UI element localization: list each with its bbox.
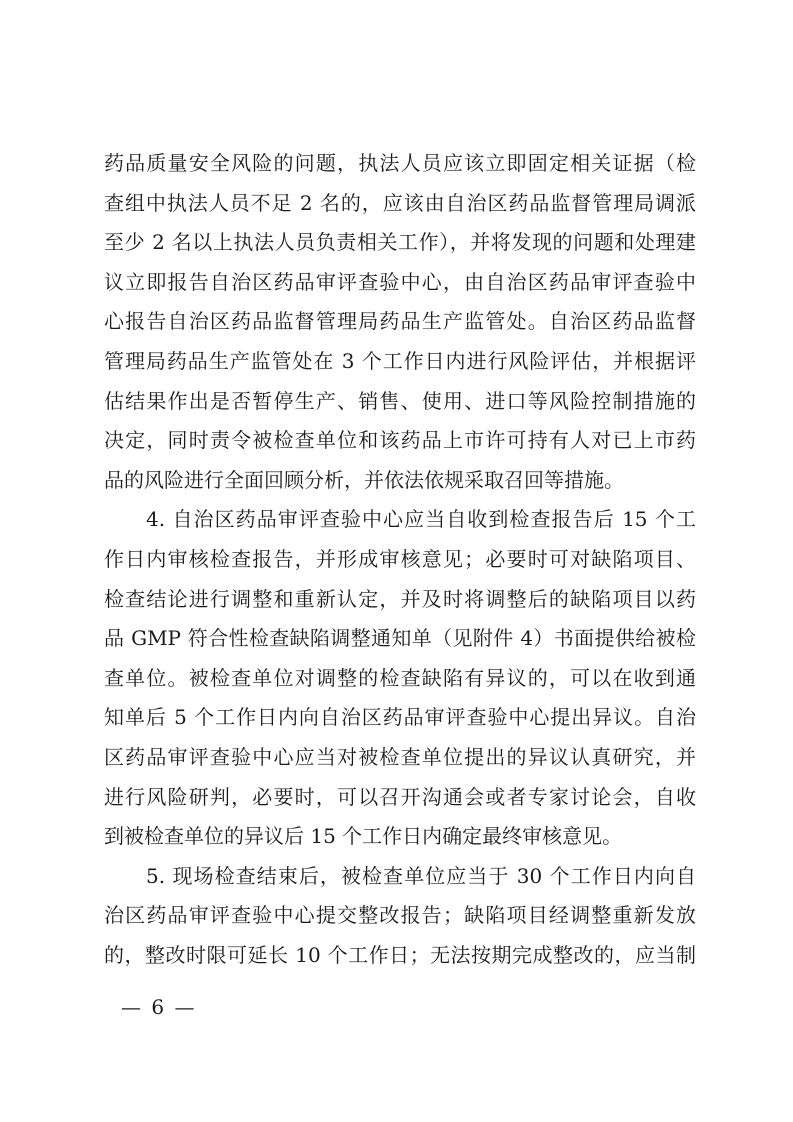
text-line: 查组中执法人员不足 2 名的，应该由自治区药品监督管理局调派 <box>104 190 696 215</box>
paragraph-1 <box>104 144 696 500</box>
paragraph-3 <box>104 857 696 976</box>
text-line: 查单位。被检查单位对调整的检查缺陷有异议的，可以在收到通 <box>104 665 696 690</box>
text-line: 管理局药品生产监管处在 3 个工作日内进行风险评估，并根据评 <box>104 348 696 373</box>
text-line: 至少 2 名以上执法人员负责相关工作），并将发现的问题和处理建 <box>104 230 696 255</box>
text-line: 药品质量安全风险的问题，执法人员应该立即固定相关证据（检 <box>104 151 696 175</box>
text-line: 心报告自治区药品监督管理局药品生产监管处。自治区药品监督 <box>104 309 696 334</box>
text-line: 估结果作出是否暂停生产、销售、使用、进口等风险控制措施的 <box>104 388 696 413</box>
text-line: 检查结论进行调整和重新认定，并及时将调整后的缺陷项目以药 <box>104 586 696 611</box>
text-line: 的，整改时限可延长 10 个工作日；无法按期完成整改的，应当制 <box>104 942 696 967</box>
text-line: 治区药品审评查验中心提交整改报告；缺陷项目经调整重新发放 <box>104 903 696 928</box>
text-line: 知单后 5 个工作日内向自治区药品审评查验中心提出异议。自治 <box>104 705 696 730</box>
text-line: 4. 自治区药品审评查验中心应当自收到检查报告后 15 个工 <box>146 507 696 532</box>
text-line: 作日内审核检查报告，并形成审核意见；必要时可对缺陷项目、 <box>104 546 696 571</box>
text-line: 进行风险研判，必要时，可以召开沟通会或者专家讨论会，自收 <box>104 784 696 809</box>
text-line: 到被检查单位的异议后 15 个工作日内确定最终审核意见。 <box>104 824 623 849</box>
text-line: 决定，同时责令被检查单位和该药品上市许可持有人对已上市药 <box>104 428 696 453</box>
text-line: 品 GMP 符合性检查缺陷调整通知单（见附件 4）书面提供给被检 <box>104 626 696 651</box>
page-number: — 6 — <box>121 995 197 1019</box>
text-line: 品的风险进行全面回顾分析，并依法依规采取召回等措施。 <box>104 467 624 492</box>
text-line: 议立即报告自治区药品审评查验中心，由自治区药品审评查验中 <box>104 269 696 294</box>
document-body <box>104 144 696 975</box>
text-line: 5. 现场检查结束后，被检查单位应当于 30 个工作日内向自 <box>146 863 696 888</box>
text-line: 区药品审评查验中心应当对被检查单位提出的异议认真研究，并 <box>104 744 696 769</box>
paragraph-2 <box>104 500 696 856</box>
